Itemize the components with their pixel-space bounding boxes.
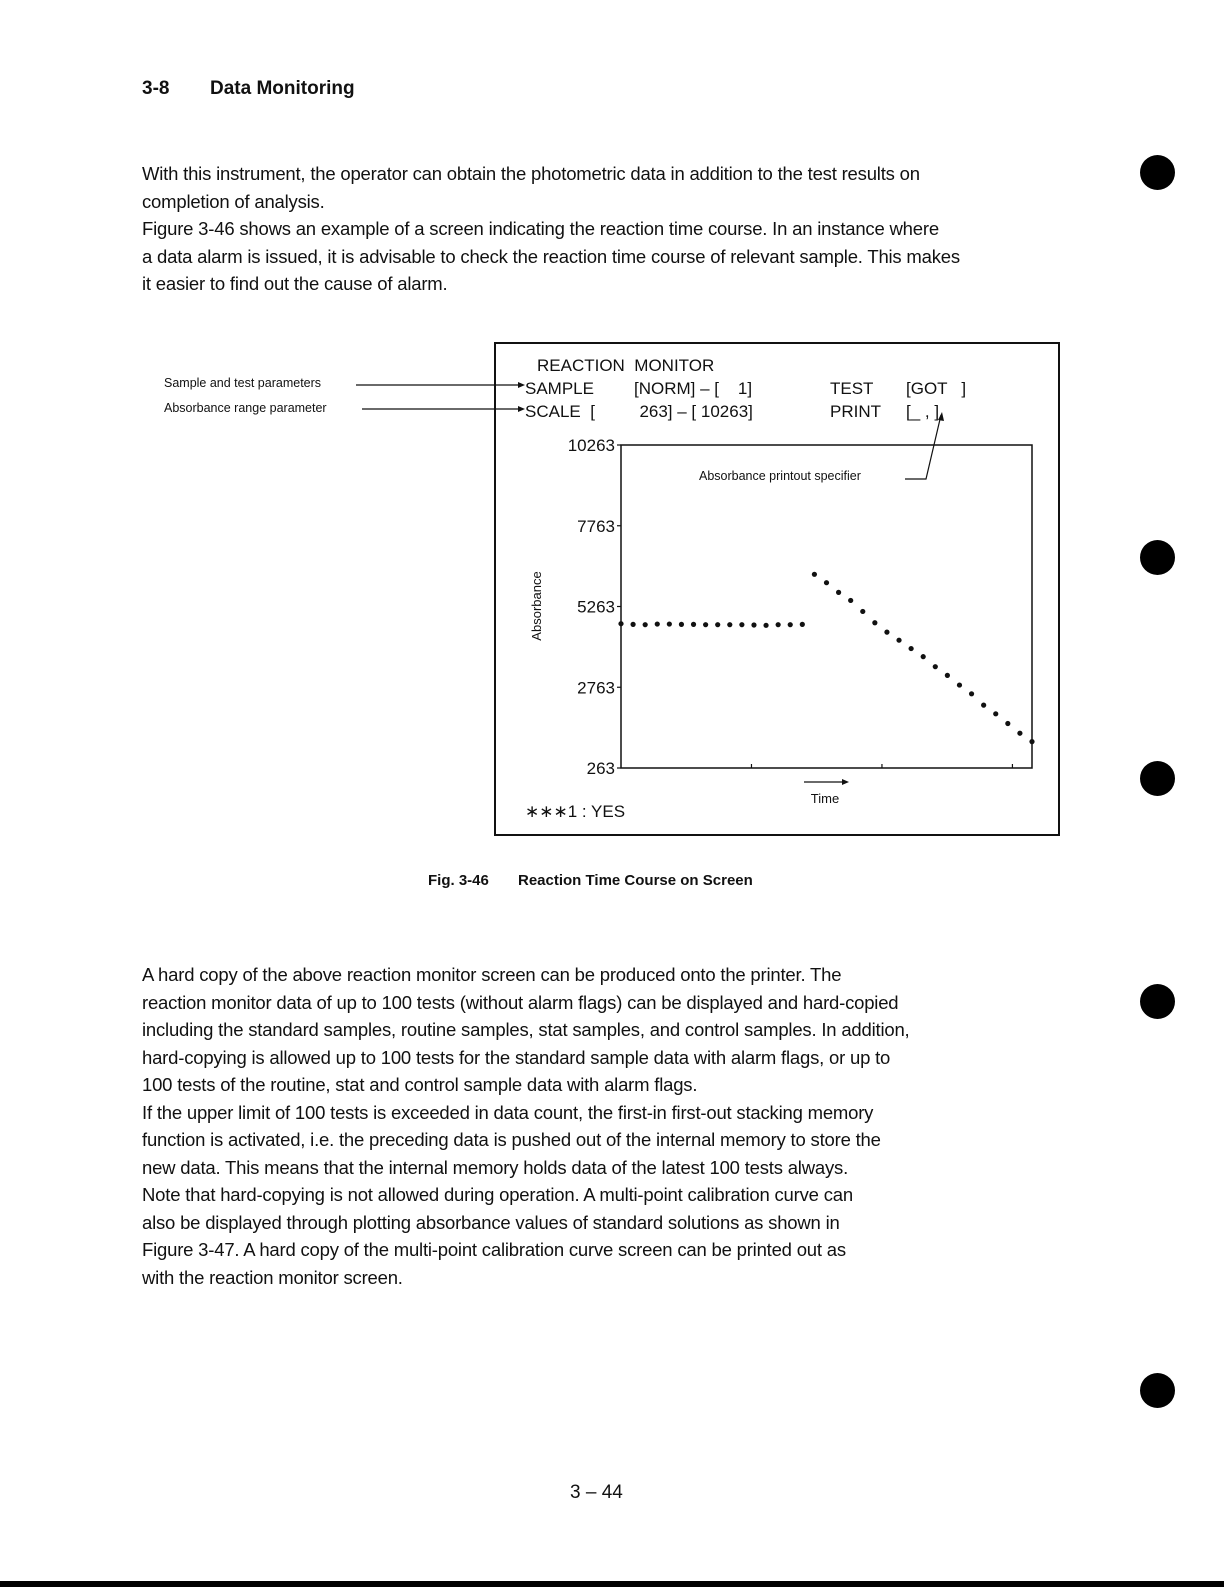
data-point <box>945 673 950 678</box>
text-line: hard-copying is allowed up to 100 tests for the standard sample data with alarm flags, or up to <box>142 1046 891 1068</box>
data-point <box>667 621 672 626</box>
data-point <box>655 621 660 626</box>
figure-caption <box>428 872 753 889</box>
data-point <box>691 622 696 627</box>
data-point <box>957 682 962 687</box>
scale-label: SCALE [ <box>525 402 595 421</box>
test-label: TEST <box>830 379 874 398</box>
data-point <box>630 622 635 627</box>
text-line: also be displayed through plotting absorbance values of standard solutions as shown in <box>142 1211 840 1233</box>
data-point <box>751 622 756 627</box>
data-point <box>824 580 829 585</box>
data-point <box>643 622 648 627</box>
data-point <box>1029 739 1034 744</box>
sample-value: [NORM] – [ 1] <box>634 379 753 398</box>
text-line: A hard copy of the above reaction monitor screen can be produced onto the printer. The <box>142 964 842 985</box>
data-points <box>618 572 1034 745</box>
data-point <box>933 664 938 669</box>
text-line: Note that hard-copying is not allowed during operation. A multi-point calibration curve can <box>142 1184 853 1205</box>
text-line: reaction monitor data of up to 100 tests (without alarm flags) can be displayed and hard-copied <box>142 991 899 1013</box>
plot-border <box>621 445 1032 768</box>
body-paragraph <box>142 961 1062 1291</box>
data-point <box>739 622 744 627</box>
text-line: If the upper limit of 100 tests is exceeded in data count, the first-in first-out stacking memory <box>142 1101 874 1123</box>
data-point <box>727 622 732 627</box>
test-value: [GOT ] <box>906 379 967 398</box>
data-point <box>715 622 720 627</box>
data-point <box>788 622 793 627</box>
data-point <box>1005 721 1010 726</box>
print-label: PRINT <box>830 402 881 421</box>
callout-absorbance-range: Absorbance range parameter <box>164 401 327 415</box>
data-point <box>812 572 817 577</box>
data-point <box>800 622 805 627</box>
arrowhead-scale <box>518 406 525 412</box>
data-point <box>679 622 684 627</box>
text-line: with the reaction monitor screen. <box>142 1266 403 1288</box>
figure-number: Fig. 3-46 <box>428 872 489 889</box>
plot-frame <box>621 445 1032 768</box>
y-tick-label: 263 <box>586 759 615 778</box>
callout-sample-params: Sample and test parameters <box>164 376 322 390</box>
y-axis-ticks <box>568 436 621 778</box>
data-point <box>884 630 889 635</box>
print-value: [_ , ] <box>906 402 940 421</box>
figure-title: Reaction Time Course on Screen <box>518 872 753 889</box>
section-number: 3-8 <box>142 78 170 99</box>
y-tick-label: 7763 <box>577 516 615 536</box>
data-point <box>860 609 865 614</box>
y-tick-label: 10263 <box>567 436 615 455</box>
y-tick-label: 5263 <box>577 597 615 617</box>
screen-title: REACTION MONITOR <box>537 356 715 375</box>
arrowhead-printout <box>938 412 944 421</box>
scale-value: 263] – [ 10263] <box>630 402 753 421</box>
time-arrowhead <box>842 779 849 785</box>
text-line: With this instrument, the operator can obtain the photometric data in addition to the test results on <box>142 163 920 184</box>
text-line: a data alarm is issued, it is advisable to check the reaction time course of relevant sample. This makes <box>142 245 960 267</box>
x-axis-label: Time <box>810 791 840 806</box>
text-line: completion of analysis. <box>142 190 325 212</box>
callout-printout-specifier: Absorbance printout specifier <box>699 469 861 483</box>
y-axis-label: Absorbance <box>529 571 544 641</box>
page-number: 3 – 44 <box>570 1482 623 1503</box>
data-point <box>872 620 877 625</box>
y-tick-label: 2763 <box>577 678 615 698</box>
data-point <box>981 703 986 708</box>
data-point <box>921 654 926 659</box>
data-point <box>776 622 781 627</box>
data-point <box>763 623 768 628</box>
text-line: 100 tests of the routine, stat and control sample data with alarm flags. <box>142 1074 698 1095</box>
text-line: it easier to find out the cause of alarm. <box>142 273 448 294</box>
data-point <box>703 622 708 627</box>
section-title: Data Monitoring <box>210 78 355 99</box>
footer-note: ∗∗∗1 : YES <box>525 802 626 821</box>
text-line: Figure 3-47. A hard copy of the multi-point calibration curve screen can be printed out as <box>142 1239 846 1260</box>
data-point <box>848 598 853 603</box>
leader-line-printout <box>905 415 941 479</box>
data-point <box>1017 731 1022 736</box>
sample-label: SAMPLE <box>525 379 594 398</box>
data-point <box>909 646 914 651</box>
data-point <box>618 621 623 626</box>
data-point <box>969 691 974 696</box>
text-line: Figure 3-46 shows an example of a screen indicating the reaction time course. In an instance where <box>142 218 939 239</box>
data-point <box>993 711 998 716</box>
arrowhead-sample <box>518 382 525 388</box>
text-line: new data. This means that the internal memory holds data of the latest 100 tests always. <box>142 1156 849 1178</box>
page-bottom-edge <box>0 1581 1224 1587</box>
data-point <box>896 638 901 643</box>
data-point <box>836 590 841 595</box>
text-line: function is activated, i.e. the preceding data is pushed out of the internal memory to store the <box>142 1129 881 1150</box>
text-line: including the standard samples, routine samples, stat samples, and control samples. In addition, <box>142 1019 910 1040</box>
